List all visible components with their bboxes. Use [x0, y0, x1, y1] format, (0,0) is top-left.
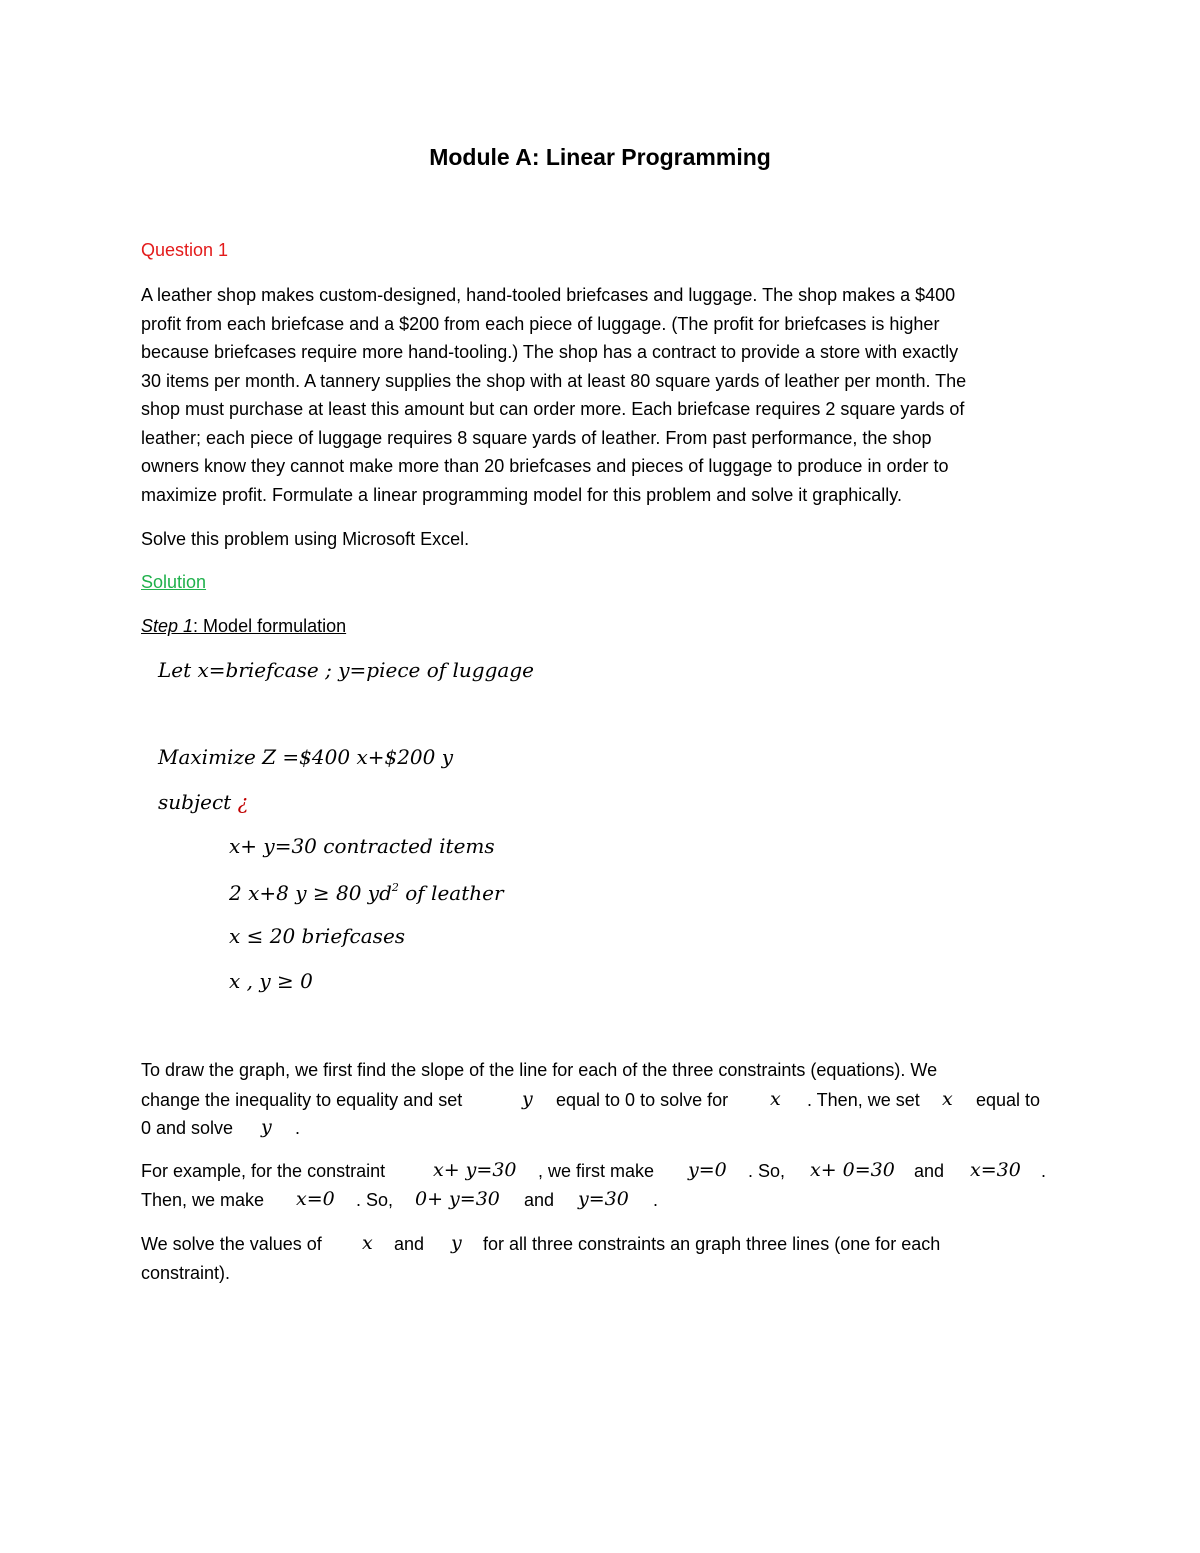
constraint-leather-exponent: 2 [391, 881, 399, 894]
text-run: change the inequality to equality and set [141, 1090, 463, 1110]
objective-function: Maximize Z =$400 x+$200 y [158, 745, 454, 769]
text-run: . [295, 1118, 301, 1138]
constraint-leather-unit: of leather [398, 881, 504, 905]
text-run: . So, [356, 1190, 394, 1210]
math-expr: y=0 [688, 1159, 727, 1181]
subject-to-label [158, 790, 248, 814]
question-line: 30 items per month. A tannery supplies the shop with at least 80 square yards of leather per month. The [141, 370, 967, 391]
question-text [141, 281, 1061, 509]
math-expr: x+ 0=30 [810, 1159, 895, 1181]
math-var: y [261, 1116, 272, 1138]
text-run: equal to [976, 1090, 1041, 1110]
question-label: Question 1 [141, 240, 229, 260]
step-number: Step 1 [141, 616, 194, 636]
question-line: owners know they cannot make more than 20 briefcases and pieces of luggage to produce in order to [141, 456, 949, 476]
question-line: A leather shop makes custom-designed, hand-tooled briefcases and luggage. The shop makes a $400 [141, 285, 956, 305]
text-run: equal to 0 to solve for [556, 1090, 729, 1110]
text-run: We solve the values of [141, 1234, 322, 1254]
subject-glyph: ¿ [237, 790, 249, 814]
question-line: shop must purchase at least this amount but can order more. Each briefcase requires 2 square yards of [141, 399, 965, 419]
text-run: constraint). [141, 1263, 231, 1283]
excel-instruction: Solve this problem using Microsoft Excel. [141, 529, 470, 549]
constraint-leather-main: 2 x+8 y ≥ 80 yd [229, 881, 392, 905]
math-expr: 0+ y=30 [415, 1188, 500, 1210]
variable-definition: Let x=briefcase ; y=piece of luggage [158, 658, 534, 682]
constraint-leather [229, 881, 504, 905]
text-run: and [524, 1190, 555, 1210]
text-run: for all three constraints an graph three lines (one for each [483, 1234, 941, 1254]
constraint-briefcases: x ≤ 20 briefcases [229, 924, 406, 948]
math-var: x [770, 1088, 781, 1110]
question-line: maximize profit. Formulate a linear programming model for this problem and solve it graphically. [141, 484, 902, 505]
math-expr: x+ y=30 [433, 1159, 517, 1181]
math-expr: y=30 [578, 1188, 629, 1210]
text-run: and [394, 1234, 425, 1254]
page-title: Module A: Linear Programming [429, 144, 771, 170]
math-var: x [362, 1232, 373, 1254]
question-line: profit from each briefcase and a $200 from each piece of luggage. (The profit for briefcases is higher [141, 313, 940, 334]
math-var: y [522, 1088, 533, 1110]
math-expr: x=0 [296, 1188, 335, 1210]
question-line: because briefcases require more hand-tooling.) The shop has a contract to provide a store with exactly [141, 342, 959, 362]
step-title: : Model formulation [193, 616, 347, 636]
subject-text: subject [158, 790, 238, 814]
text-run: . Then, we set [807, 1090, 920, 1110]
text-run: Then, we make [141, 1190, 265, 1210]
math-expr: x=30 [970, 1159, 1021, 1181]
text-run: , we first make [538, 1161, 655, 1181]
text-run: and [914, 1161, 945, 1181]
text-run: . [1041, 1161, 1047, 1181]
text-run: . [653, 1190, 659, 1210]
text-run: . So, [748, 1161, 786, 1181]
text-run: For example, for the constraint [141, 1161, 386, 1181]
step-heading [141, 616, 346, 637]
text-run: 0 and solve [141, 1118, 234, 1138]
solution-label: Solution [141, 572, 207, 592]
constraint-items: x+ y=30 contracted items [229, 834, 495, 858]
math-var: x [942, 1088, 953, 1110]
math-var: y [451, 1232, 462, 1254]
question-line: leather; each piece of luggage requires 8 square yards of leather. From past performance, the shop [141, 427, 932, 448]
constraint-nonnegativity: x , y ≥ 0 [229, 969, 313, 993]
text-run: To draw the graph, we first find the slope of the line for each of the three constraints (equations). We [141, 1060, 938, 1080]
